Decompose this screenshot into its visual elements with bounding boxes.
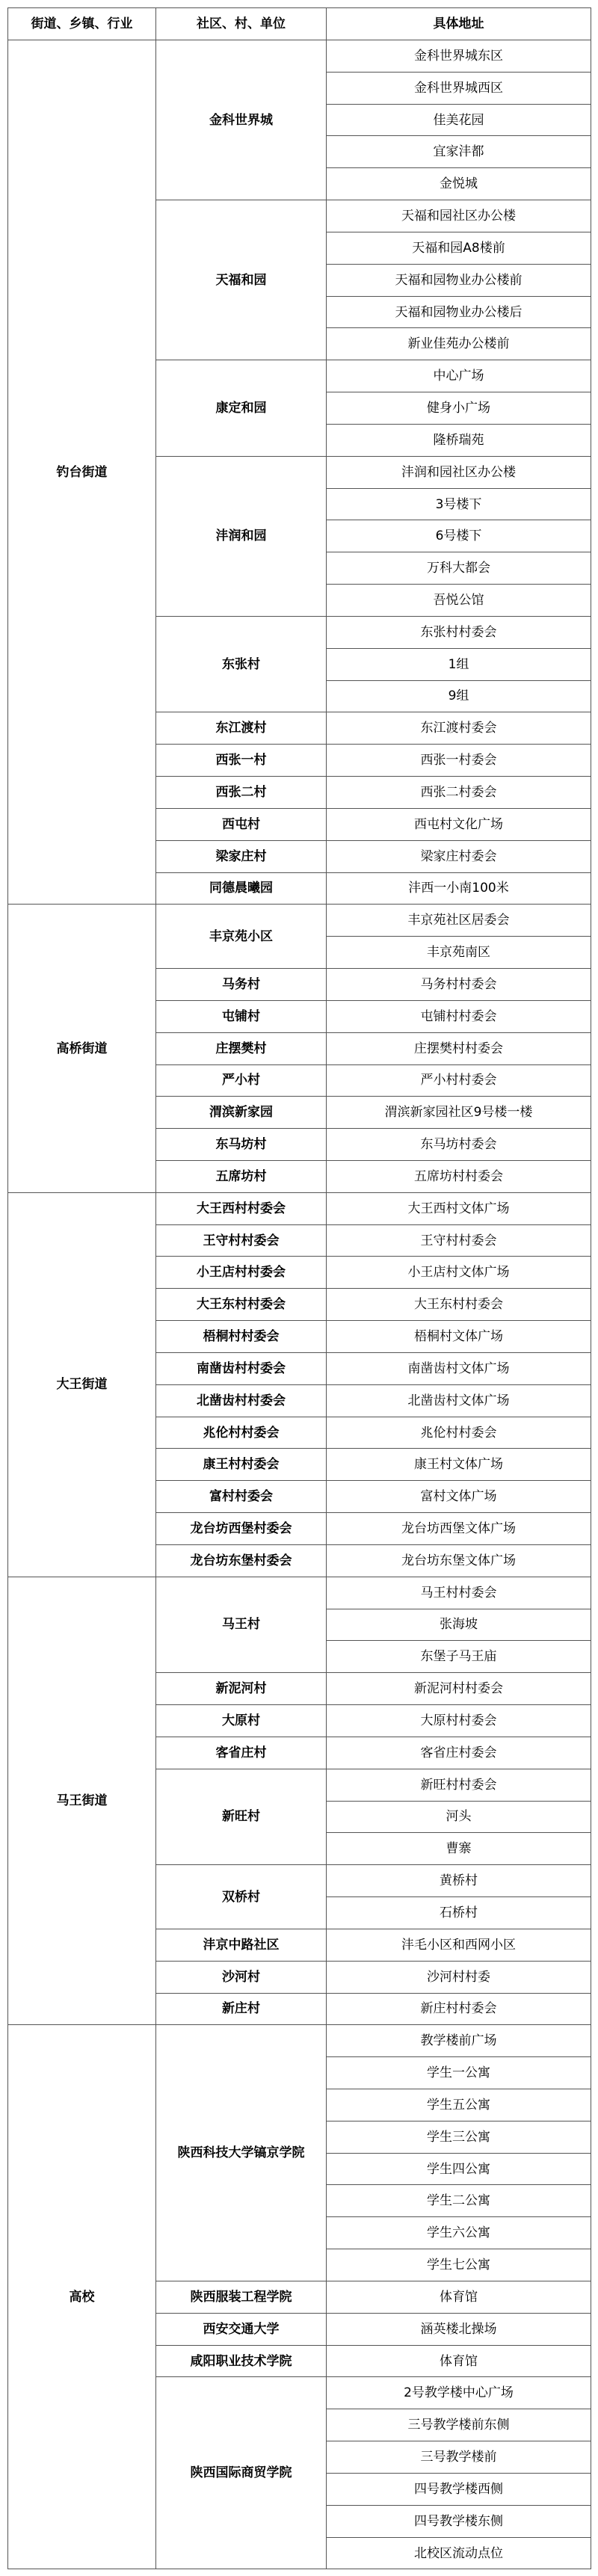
address-cell: 三号教学楼前 [327,2441,591,2474]
address-cell: 西屯村文化广场 [327,808,591,840]
unit-cell: 沣润和园 [156,456,327,616]
unit-cell: 渭滨新家园 [156,1097,327,1129]
header-district: 街道、乡镇、行业 [8,8,156,40]
address-cell: 马王村村委会 [327,1577,591,1609]
address-cell: 大王东村村委会 [327,1289,591,1321]
address-cell: 河头 [327,1801,591,1833]
unit-cell: 西张二村 [156,777,327,809]
unit-cell: 天福和园 [156,200,327,360]
unit-cell: 庄摆樊村 [156,1032,327,1064]
address-cell: 学生七公寓 [327,2249,591,2281]
address-cell: 梧桐村文体广场 [327,1321,591,1353]
address-cell: 富村文体广场 [327,1481,591,1513]
address-cell: 健身小广场 [327,392,591,425]
address-cell: 四号教学楼西侧 [327,2473,591,2505]
address-cell: 新旺村村委会 [327,1769,591,1801]
unit-cell: 客省庄村 [156,1737,327,1769]
unit-cell: 龙台坊东堡村委会 [156,1544,327,1577]
unit-cell: 东马坊村 [156,1129,327,1161]
address-table [7,7,591,2569]
table-row [8,905,591,937]
address-cell: 黄桥村 [327,1865,591,1897]
address-cell: 万科大都会 [327,552,591,585]
unit-cell: 东张村 [156,616,327,712]
unit-cell: 同德晨曦园 [156,872,327,905]
district-cell: 大王街道 [8,1192,156,1577]
address-cell: 丰京苑南区 [327,937,591,969]
address-cell: 新业佳苑办公楼前 [327,328,591,360]
address-cell: 四号教学楼东侧 [327,2505,591,2537]
address-cell: 天福和园物业办公楼前 [327,264,591,296]
address-cell: 兆伦村村委会 [327,1417,591,1449]
unit-cell: 兆伦村村委会 [156,1417,327,1449]
address-cell: 庄摆樊村村委会 [327,1032,591,1064]
unit-cell: 东江渡村 [156,712,327,745]
address-cell: 学生五公寓 [327,2089,591,2121]
table-row [8,1192,591,1224]
address-cell: 佳美花园 [327,104,591,136]
table-body [8,40,591,2569]
unit-cell: 西张一村 [156,745,327,777]
unit-cell: 马王村 [156,1577,327,1672]
address-cell: 小王店村文体广场 [327,1257,591,1289]
address-cell: 北校区流动点位 [327,2537,591,2569]
district-cell: 钓台街道 [8,40,156,905]
address-cell: 西张一村委会 [327,745,591,777]
unit-cell: 西屯村 [156,808,327,840]
table-row [8,40,591,73]
address-cell: 客省庄村委会 [327,1737,591,1769]
unit-cell: 双桥村 [156,1865,327,1929]
address-cell: 体育馆 [327,2281,591,2313]
address-cell: 三号教学楼前东侧 [327,2409,591,2441]
address-cell: 6号楼下 [327,520,591,552]
address-cell: 天福和园A8楼前 [327,232,591,264]
address-cell: 东江渡村委会 [327,712,591,745]
unit-cell: 北凿齿村村委会 [156,1384,327,1417]
address-cell: 隆桥瑞苑 [327,424,591,456]
address-cell: 天福和园物业办公楼后 [327,296,591,328]
address-cell: 金科世界城东区 [327,40,591,73]
unit-cell: 王守村村委会 [156,1224,327,1257]
address-cell: 吾悦公馆 [327,585,591,617]
table-row [8,2025,591,2057]
unit-cell: 丰京苑小区 [156,905,327,969]
address-cell: 教学楼前广场 [327,2025,591,2057]
address-cell: 宜家沣都 [327,136,591,168]
unit-cell: 新旺村 [156,1769,327,1864]
address-cell: 北凿齿村文体广场 [327,1384,591,1417]
address-cell: 金悦城 [327,168,591,200]
address-cell: 学生四公寓 [327,2153,591,2185]
address-cell: 体育馆 [327,2345,591,2377]
header-unit: 社区、村、单位 [156,8,327,40]
unit-cell: 咸阳职业技术学院 [156,2345,327,2377]
address-cell: 天福和园社区办公楼 [327,200,591,232]
address-cell: 1组 [327,648,591,680]
unit-cell: 严小村 [156,1064,327,1097]
unit-cell: 梁家庄村 [156,840,327,872]
unit-cell: 沣京中路社区 [156,1929,327,1961]
unit-cell: 大原村 [156,1705,327,1737]
unit-cell: 大王西村村委会 [156,1192,327,1224]
unit-cell: 五席坊村 [156,1160,327,1192]
address-cell: 丰京苑社区居委会 [327,905,591,937]
district-cell: 马王街道 [8,1577,156,2025]
address-cell: 沣毛小区和西网小区 [327,1929,591,1961]
address-cell: 学生二公寓 [327,2185,591,2217]
unit-cell: 新泥河村 [156,1673,327,1705]
unit-cell: 小王店村村委会 [156,1257,327,1289]
district-cell: 高校 [8,2025,156,2569]
address-cell: 渭滨新家园社区9号楼一楼 [327,1097,591,1129]
unit-cell: 金科世界城 [156,40,327,200]
address-cell: 涵英楼北操场 [327,2313,591,2345]
address-cell: 石桥村 [327,1897,591,1929]
header-row [8,8,591,40]
table-row [8,1577,591,1609]
address-cell: 五席坊村村委会 [327,1160,591,1192]
address-cell: 王守村村委会 [327,1224,591,1257]
unit-cell: 南凿齿村村委会 [156,1352,327,1384]
unit-cell: 龙台坊西堡村委会 [156,1513,327,1545]
unit-cell: 大王东村村委会 [156,1289,327,1321]
address-cell: 学生六公寓 [327,2217,591,2249]
address-cell: 学生一公寓 [327,2057,591,2089]
address-cell: 东张村村委会 [327,616,591,648]
address-cell: 大原村村委会 [327,1705,591,1737]
unit-cell: 沙河村 [156,1961,327,1993]
unit-cell: 陕西服装工程学院 [156,2281,327,2313]
address-cell: 曹寨 [327,1833,591,1865]
unit-cell: 富村村委会 [156,1481,327,1513]
unit-cell: 陕西国际商贸学院 [156,2377,327,2569]
unit-cell: 陕西科技大学镐京学院 [156,2025,327,2281]
address-cell: 东堡子马王庙 [327,1641,591,1673]
address-cell: 张海坡 [327,1609,591,1641]
unit-cell: 康王村村委会 [156,1449,327,1481]
address-cell: 学生三公寓 [327,2121,591,2153]
address-cell: 新泥河村村委会 [327,1673,591,1705]
unit-cell: 新庄村 [156,1993,327,2025]
address-cell: 沣西一小南100米 [327,872,591,905]
address-cell: 3号楼下 [327,488,591,520]
address-cell: 沣润和园社区办公楼 [327,456,591,488]
unit-cell: 马务村 [156,969,327,1001]
address-cell: 西张二村委会 [327,777,591,809]
address-cell: 金科世界城西区 [327,72,591,104]
address-cell: 中心广场 [327,360,591,392]
address-cell: 严小村村委会 [327,1064,591,1097]
address-cell: 屯铺村村委会 [327,1000,591,1032]
address-cell: 东马坊村委会 [327,1129,591,1161]
address-cell: 康王村文体广场 [327,1449,591,1481]
district-cell: 高桥街道 [8,905,156,1192]
unit-cell: 康定和园 [156,360,327,456]
unit-cell: 屯铺村 [156,1000,327,1032]
address-cell: 9组 [327,680,591,712]
address-cell: 新庄村村委会 [327,1993,591,2025]
address-cell: 龙台坊西堡文体广场 [327,1513,591,1545]
header-address: 具体地址 [327,8,591,40]
address-cell: 沙河村村委 [327,1961,591,1993]
address-cell: 南凿齿村文体广场 [327,1352,591,1384]
unit-cell: 西安交通大学 [156,2313,327,2345]
address-cell: 梁家庄村委会 [327,840,591,872]
address-cell: 大王西村文体广场 [327,1192,591,1224]
address-cell: 龙台坊东堡文体广场 [327,1544,591,1577]
unit-cell: 梧桐村村委会 [156,1321,327,1353]
address-cell: 2号教学楼中心广场 [327,2377,591,2409]
address-cell: 马务村村委会 [327,969,591,1001]
